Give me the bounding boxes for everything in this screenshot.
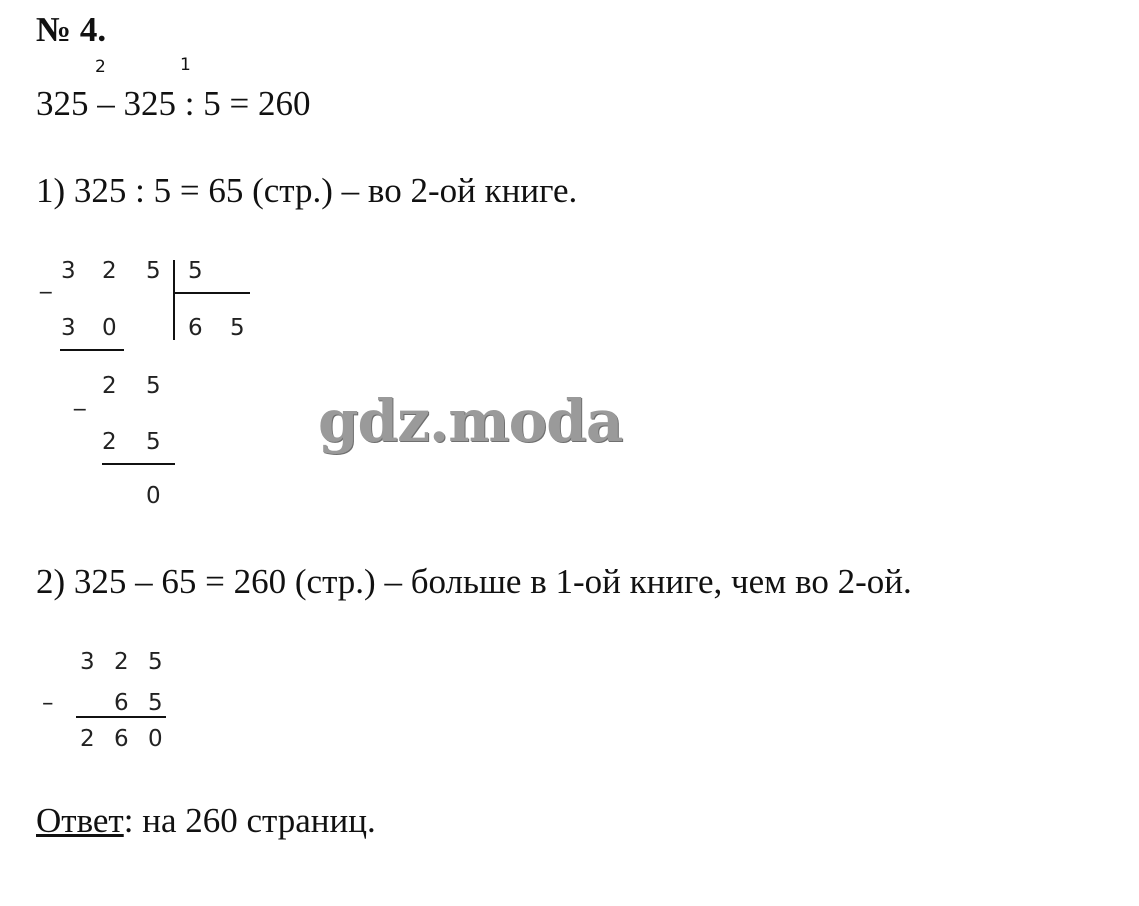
- difference-digit: 0: [148, 726, 163, 752]
- minuend-digit: 2: [114, 649, 129, 675]
- watermark-logo: gdz.moda: [318, 387, 623, 455]
- minuend-digit: 5: [148, 649, 163, 675]
- second-subtraction-line: [102, 463, 175, 465]
- order-superscript-2: 1: [180, 55, 191, 75]
- partial-dividend-digit: 2: [102, 373, 117, 399]
- dividend-digit: 5: [146, 258, 161, 284]
- partial-dividend-digit: 5: [146, 373, 161, 399]
- answer-text: : на 260 страниц.: [123, 801, 376, 840]
- division-bracket-horizontal: [173, 292, 250, 294]
- answer-label: Ответ: [36, 801, 124, 840]
- division-remainder: 0: [146, 483, 161, 509]
- divisor: 5: [188, 258, 203, 284]
- difference-digit: 6: [114, 726, 129, 752]
- subtrahend-digit: 5: [148, 690, 163, 716]
- answer-line: [36, 801, 376, 841]
- problem-number: № 4.: [36, 10, 107, 49]
- step-2-text: 2) 325 – 65 = 260 (стр.) – больше в 1-ой книге, чем во 2-ой.: [36, 562, 912, 601]
- column-subtraction-line: [76, 716, 166, 718]
- step-1-text: 1) 325 : 5 = 65 (стр.) – во 2-ой книге.: [36, 171, 578, 210]
- division-bracket-vertical: [173, 260, 175, 340]
- first-subtraction-line: [60, 349, 124, 351]
- subtrahend-digit: 6: [114, 690, 129, 716]
- dividend-digit: 3: [61, 258, 76, 284]
- second-subtrahend-digit: 5: [146, 429, 161, 455]
- division-minus-sign: _: [40, 268, 52, 294]
- quotient-digit: 5: [230, 315, 245, 341]
- subtraction-minus-sign: –: [42, 690, 54, 716]
- first-subtrahend-digit: 3: [61, 315, 76, 341]
- second-subtrahend-digit: 2: [102, 429, 117, 455]
- first-subtrahend-digit: 0: [102, 315, 117, 341]
- expression: 325 – 325 : 5 = 260: [36, 84, 311, 123]
- quotient-digit: 6: [188, 315, 203, 341]
- difference-digit: 2: [80, 726, 95, 752]
- order-superscript-1: 2: [95, 57, 106, 77]
- minuend-digit: 3: [80, 649, 95, 675]
- dividend-digit: 2: [102, 258, 117, 284]
- division-minus-sign: _: [74, 385, 86, 411]
